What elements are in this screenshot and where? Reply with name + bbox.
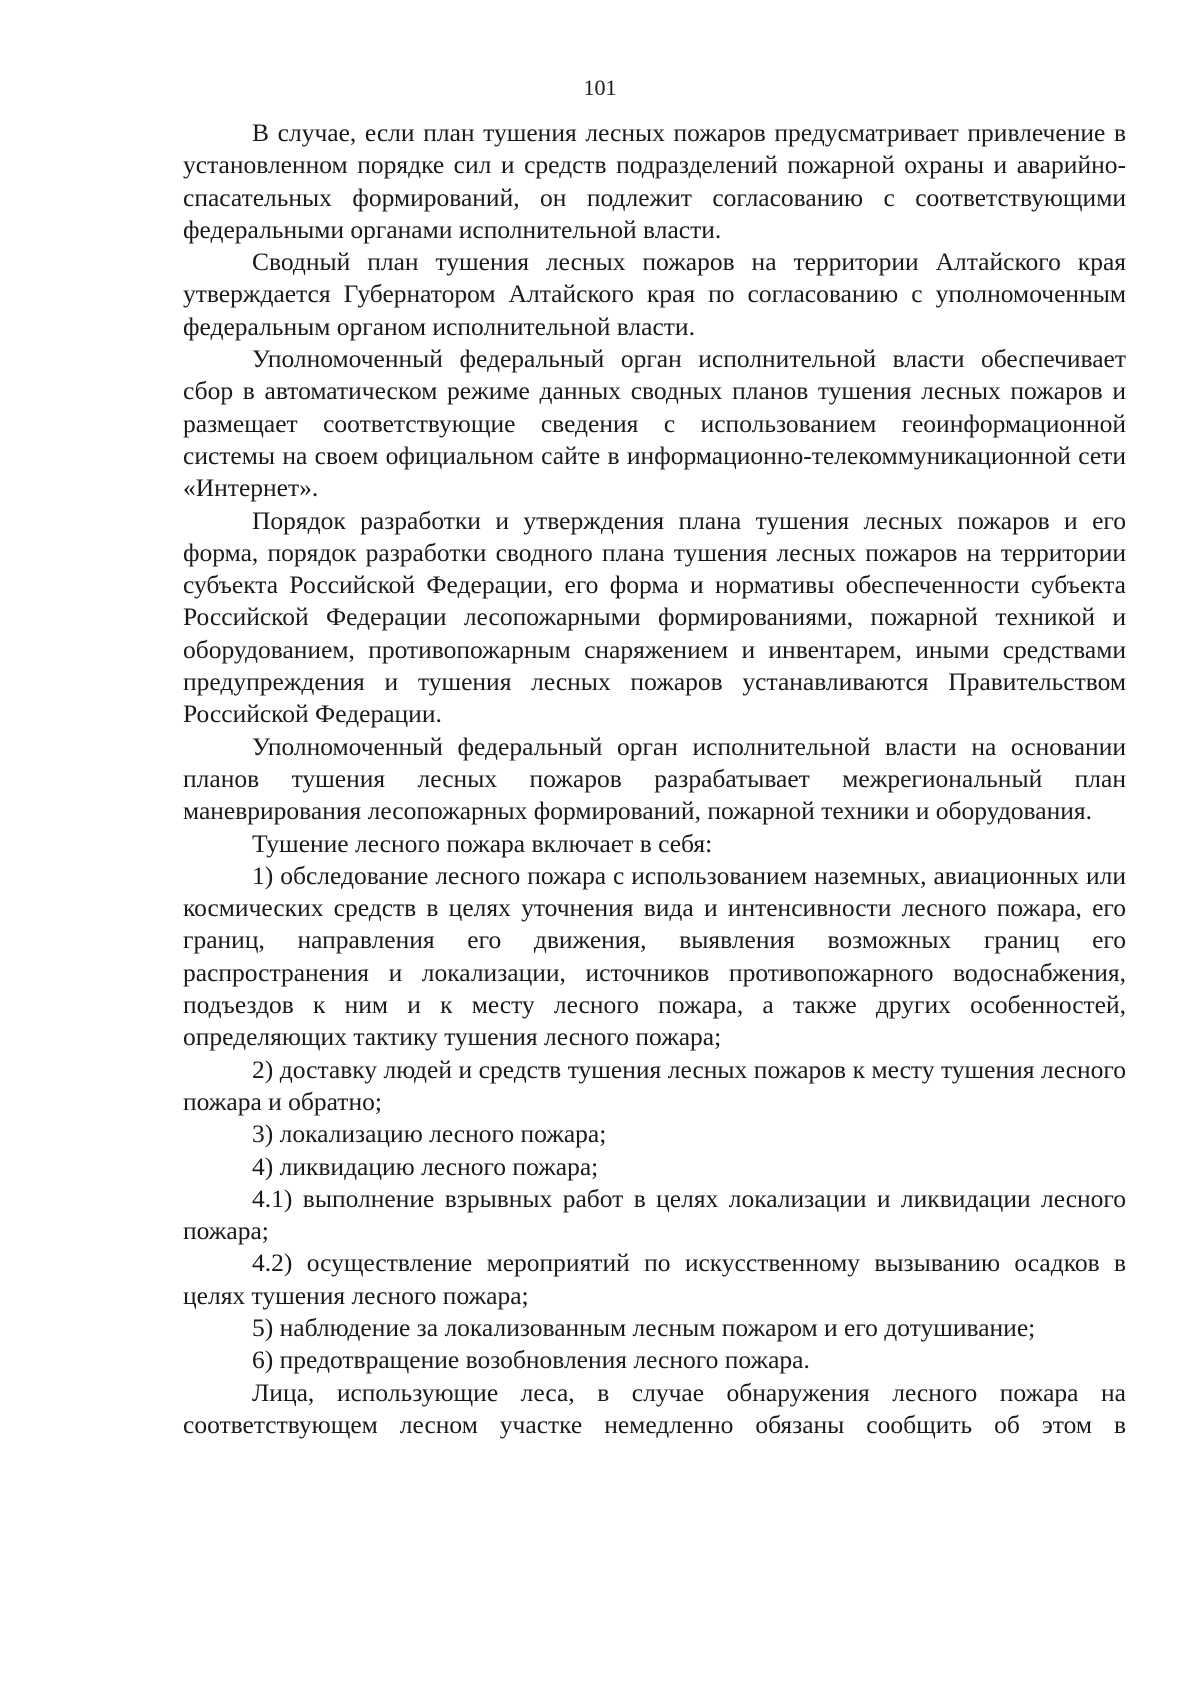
paragraph-plan-procedure: Порядок разработки и утверждения плана тушения лесных пожаров и его форма, порядок разработки сводного плана тушения лесных пожаров на территории субъекта Российской Федерации, его форма и нормативы обеспеченности субъекта Российской Федерации лесопожарными формированиями, пожарной техникой и оборудованием, противопожарным снаряжением и инвентарем, иными средствами предупреждения и тушения лесных пожаров устанавливаются Правительством Российской Федерации. [183,505,1126,729]
paragraph-data-collection: Уполномоченный федеральный орган исполнительной власти обеспечивает сбор в автоматическом режиме данных сводных планов тушения лесных пожаров и размещает соответствующие сведения с использованием геоинформационной системы на своем официальном сайте в информационно-телекоммуникационной сети «Интернет». [183,344,1126,503]
list-item-6: 6) предотвращение возобновления лесного пожара. [252,1345,810,1375]
paragraph-forest-users-obligation: Лица, использующие леса, в случае обнаружения лесного пожара на соответствующем лесном участке немедленно обязаны сообщить об этом в [183,1377,1126,1439]
list-item-4-2: 4.2) осуществление мероприятий по искусственному вызыванию осадков в целях тушения лесного пожара; [183,1248,1126,1310]
paragraph-interregional-plan: Уполномоченный федеральный орган исполнительной власти на основании планов тушения лесных пожаров разрабатывает межрегиональный план маневрирования лесопожарных формирований, пожарной техники и оборудования. [183,731,1126,826]
list-item-4-1: 4.1) выполнение взрывных работ в целях локализации и ликвидации лесного пожара; [183,1183,1126,1246]
document-body [183,117,1126,1441]
list-item-1: 1) обследование лесного пожара с использованием наземных, авиационных или космических средств в целях уточнения вида и интенсивности лесного пожара, его границ, направления его движения, выявления возможных границ его распространения и локализации, источников противопожарного водоснабжения, подъездов к ним и к месту лесного пожара, а также других особенностей, определяющих тактику тушения лесного пожара; [183,860,1126,1052]
paragraph-extinguishing-includes: Тушение лесного пожара включает в себя: [252,828,713,858]
list-item-3: 3) локализацию лесного пожара; [252,1119,607,1149]
paragraph-consolidated-plan: Сводный план тушения лесных пожаров на территории Алтайского края утверждается Губернатором Алтайского края по согласованию с уполномоченным федеральным органом исполнительной власти. [183,247,1126,341]
list-item-5: 5) наблюдение за локализованным лесным пожаром и его дотушивание; [252,1312,1036,1342]
list-item-4: 4) ликвидацию лесного пожара; [252,1151,599,1181]
paragraph-coordination: В случае, если план тушения лесных пожаров предусматривает привлечение в установленном порядке сил и средств подразделений пожарной охраны и аварийно-спасательных формирований, он подлежит согласованию с соответствующими федеральными органами исполнительной власти. [183,118,1126,244]
list-item-2: 2) доставку людей и средств тушения лесных пожаров к месту тушения лесного пожара и обратно; [183,1054,1126,1116]
page-number: 101 [583,75,617,100]
